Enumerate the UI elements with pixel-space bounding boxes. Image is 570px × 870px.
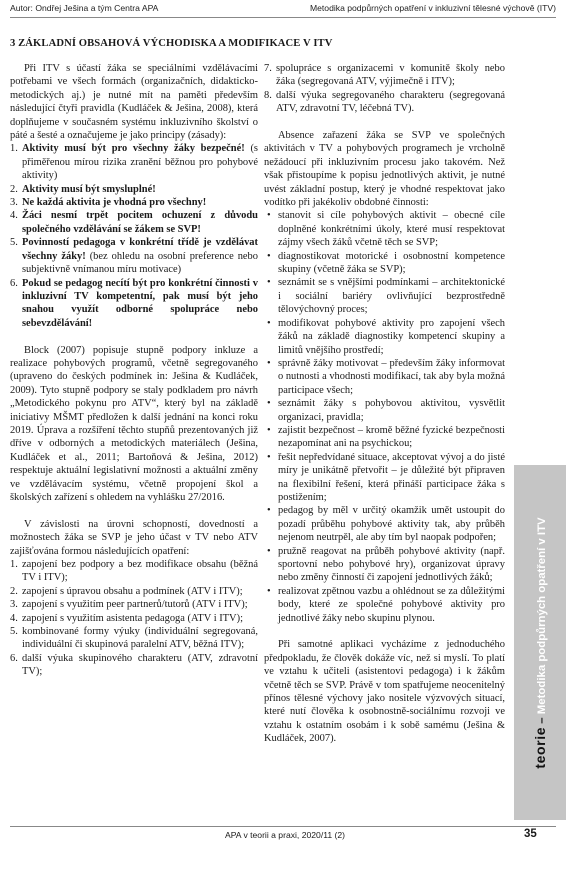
final-paragraph: Při samotné aplikaci vycházíme z jednoduchého předpokladu, že člověk dokáže víc, než si myslí. To platí ve vztahu k učiteli (asistentovi pedagoga) i k žákům včetně těch se SVP. Právě v tom spatřujeme neocenitelný přínos tělesné výchovy jako nositele výzvových situací, které nutí člověka k osobnostně-sociálnímu rozvoji ve vztahu k ostatním osobám i k sobě samému (Ješina & Kudláček, 2007). [264, 639, 505, 745]
bullet-item: • seznámit žáky s pohybovou aktivitou, vysvětlit organizaci, pravidla; [267, 398, 505, 423]
bullet-item: • diagnostikovat motorické i osobnostní kompetence skupiny (včetně žáka se SVP); [267, 250, 505, 276]
header-rule [10, 17, 556, 18]
measures-list [10, 558, 258, 679]
footer-rule [10, 826, 556, 827]
header-title: Metodika podpůrných opatření v inkluzivní tělesné výchově (ITV) [309, 3, 556, 13]
bullet-item: • zajistit bezpečnost – kromě běžné fyzické bezpečnosti nezapomínat ani na psychickou; [267, 424, 505, 450]
header-author: Autor: Ondřej Ješina a tým Centra APA [10, 3, 159, 13]
absence-paragraph: Absence zařazení žáka se SVP ve společných aktivitách v TV a pohybových programech je vrcholně nežádoucí při inkluzivním procesu jako takovém. Než však přistoupíme k popisu jednotlivých aktivit, je nutné uvést základní postup, který je vhodné respektovat jako vodítko při jakékoliv obdobné činnosti: [264, 130, 505, 209]
section-heading: 3 ZÁKLADNÍ OBSAHOVÁ VÝCHODISKA A MODIFIKACE V ITV [10, 38, 333, 49]
left-column [10, 62, 258, 679]
measure-item: 4. zapojení s využitím asistenta pedagoga (ATV i ITV); [10, 612, 243, 624]
measure-item: 5. kombinované formy výuky (individuální segregovaná, individuální či skupinová paralelní ATV, běžná ITV); [10, 626, 258, 651]
principle-item: 1. Aktivity musí být pro všechny žáky bezpečné! (s přiměřenou mírou rizika zranění běžnou pro pohybové aktivity) [10, 143, 258, 182]
bullet-icon: • [267, 357, 271, 369]
sidebar-tab [514, 465, 566, 820]
sidebar-dash: – [536, 716, 548, 724]
principle-item: 6. Pokud se pedagog necítí být pro konkrétní činnosti v inkluzivní TV kompetentní, pak musí být jeho snahou využít odborné spolupráce nebo sebevzdělávání! [10, 277, 258, 329]
bullet-item: • pedagog by měl v určitý okamžik umět ustoupit do pozadí průběhu pohybové aktivity tak, aby průběh nejenom neutrpěl, ale aby tím byl naopak podpořen; [267, 505, 505, 544]
principle-item: 5. Povinností pedagoga v konkrétní třídě je vzdělávat všechny žáky! (bez ohledu na osobní preference nebo subjektivně vnímanou míru motivace) [10, 237, 258, 276]
running-header [10, 0, 556, 16]
bullet-icon: • [267, 250, 271, 262]
bullet-item: • řešit nepředvídané situace, akceptovat vývoj a do jisté míry je unikátně přetvořit – je důležité být připraven na flexibilní řešení, která přináší participace žáka s postižením; [267, 451, 505, 503]
bullet-item: • seznámit se s vnějšími podmínkami – architektonické i sociální bariéry ovlivňující bezprostředně tělovýchovný proces; [267, 277, 505, 316]
page-number: 35 [524, 828, 537, 840]
principle-item: 3. Ne každá aktivita je vhodná pro všechny! [10, 197, 207, 209]
sidebar-keyword: teorie [532, 726, 548, 769]
measure-item: 1. zapojení bez podpory a bez modifikace obsahu (běžná TV i ITV); [10, 559, 258, 584]
bullet-item: • pružně reagovat na průběh pohybové aktivity (např. sportovní nebo pohybové hry), organizovat úpravy nebo změny činností či zapojení jednotlivých žáků; [267, 545, 505, 584]
bullet-icon: • [267, 424, 271, 436]
bullet-icon: • [267, 545, 271, 557]
bullet-icon: • [267, 277, 271, 289]
principle-item: 2. Aktivity musí být smysluplné! [10, 183, 156, 195]
bullet-icon: • [267, 585, 271, 597]
measure-item: 2. zapojení s úpravou obsahu a podmínek (ATV i ITV); [10, 585, 243, 597]
bullet-icon: • [267, 451, 271, 463]
block-paragraph: Block (2007) popisuje stupně podpory inkluze a realizace pohybových programů, včetně segregovaného (upraveno do českých podmínek in: Ješina & Kudláček, 2009). Tyto stupně podpory se staly podkladem pro návrh „Metodického pokynu pro ATV“, který byl na základě iniciativy MŠMT předložen k další jednání na konci roku 2019. Úprava a rozšíření těchto stupňů prezentovaných již dříve v odborných a metodických materiálech (Ješina, Kudláček et al., 2011; Bartoňová & Ješina, 2012) respektuje aktuální legislativní možnosti a aktuální změny ve vzdělávacím systému, včetně propojení škol a školských zařízení s ohledem na vyhlášku 27/2016. [10, 344, 258, 503]
measures-list-continued [264, 62, 505, 116]
bullet-icon: • [267, 317, 271, 329]
measure-item: 7. spolupráce s organizacemi v komunitě školy nebo žáka (segregovaná ATV, výjimečně i ITV); [264, 63, 505, 88]
bullet-icon: • [267, 398, 271, 410]
right-column [264, 62, 505, 746]
forms-paragraph: V závislosti na úrovni schopností, dovedností a možnostech žáka se SVP je jeho účast v TV nebo ATV zajišťována formou následujících opatření: [10, 518, 258, 557]
intro-paragraph: Při ITV s účastí žáka se speciálními vzdělávacími potřebami ve všech formách (organizačních, didakticko-metodických aj.) je nutné mít na paměti především následující čtyři pravidla (Kudláček & Ješina, 2008), která doplňujeme v současném systému inkluzivního školství o páté a šesté a označujeme je jako principy (zásady): [10, 63, 258, 142]
principle-item: 4. Žáci nesmí trpět pocitem ochuzení z důvodu společného vzdělávání se žákem se SVP! [10, 210, 258, 235]
bullet-icon: • [267, 505, 271, 517]
sidebar-vertical-title [532, 517, 548, 768]
procedure-bullet-list [264, 209, 505, 625]
measure-item: 6. další výuka skupinového charakteru (ATV, zdravotní TV); [10, 652, 258, 678]
sidebar-title: Metodika podpůrných opatření v ITV [536, 516, 548, 714]
bullet-icon: • [267, 210, 271, 222]
principles-list [10, 142, 258, 330]
bullet-item: • stanovit si cíle pohybových aktivit – obecné cíle doplněné konkrétními úkoly, které musí respektovat zájmy všech žáků včetně těch se SVP; [267, 210, 505, 249]
measure-item: 3. zapojení s využitím peer partnerů/tutorů (ATV i ITV); [10, 599, 248, 611]
footer-journal: APA v teorii a praxi, 2020/11 (2) [224, 830, 346, 840]
bullet-item: • modifikovat pohybové aktivity pro zapojení všech žáků na základě diagnostiky kompetencí skupiny a limitů vnějšího prostředí; [267, 317, 505, 356]
measure-item: 8. další výuka segregovaného charakteru (segregovaná ATV, zdravotní TV, léčebná TV). [264, 89, 505, 115]
bullet-item: • správně žáky motivovat – především žáky informovat o nutnosti a vhodnosti modifikací, tak aby byla možná participace všech; [267, 357, 505, 396]
bullet-item: • realizovat zpětnou vazbu a ohlédnout se za důležitými body, které ze společné pohybové aktivity pro jednotlivé žáky nebo skupinu plynou. [267, 585, 505, 624]
